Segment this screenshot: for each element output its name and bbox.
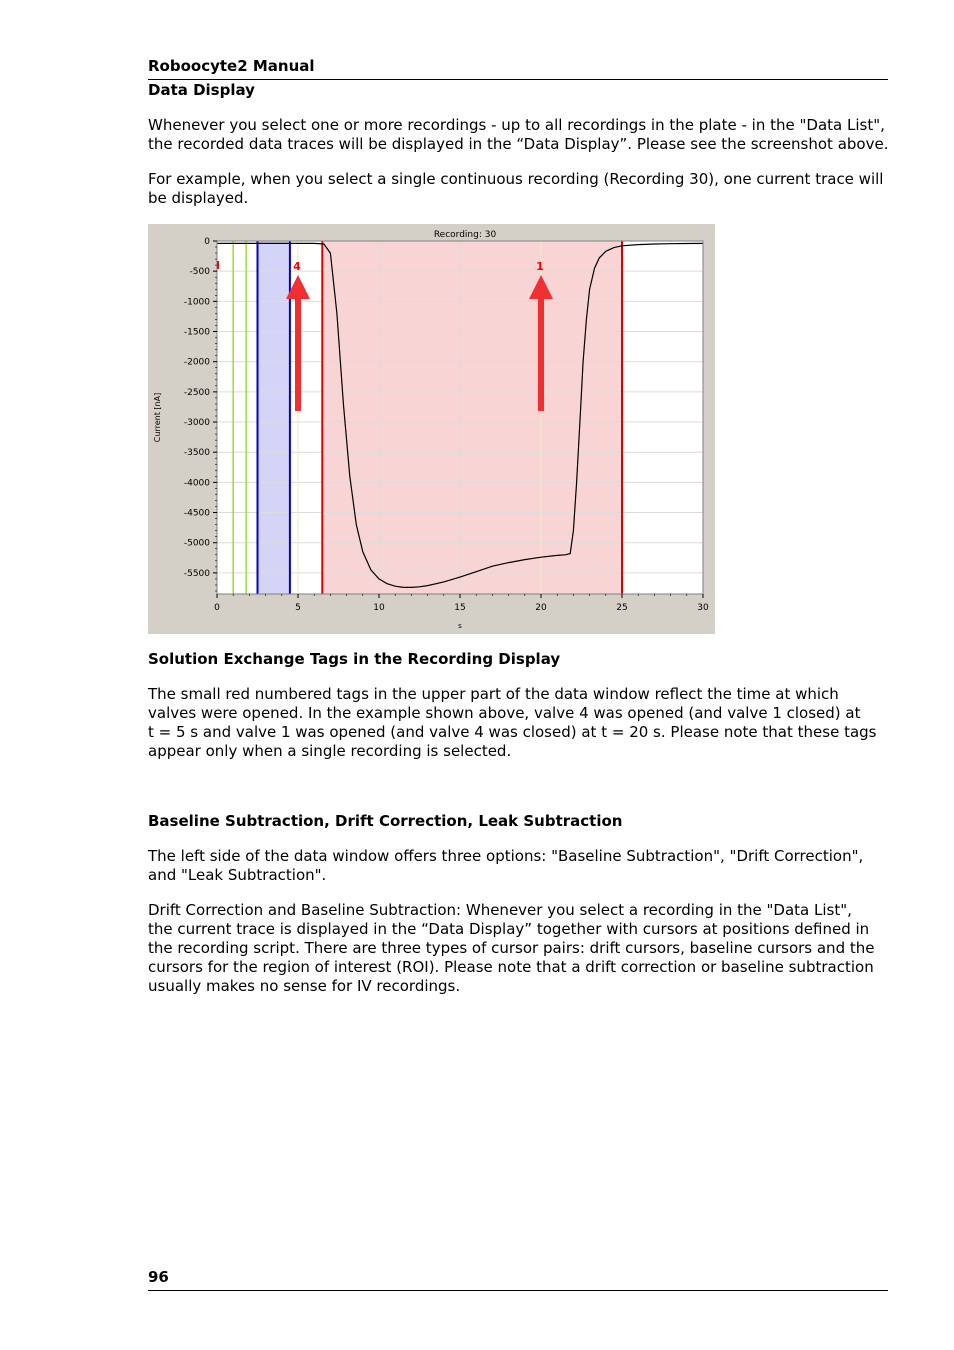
paragraph-data-display-2 <box>148 170 888 208</box>
y-tick-label: -500 <box>189 267 210 278</box>
text-line: Drift Correction and Baseline Subtraction: Whenever you select a recording in the "Data List", <box>148 901 852 919</box>
text-line: usually makes no sense for IV recordings. <box>148 977 461 995</box>
text-line: and "Leak Subtraction". <box>148 866 327 884</box>
text-line: cursors for the region of interest (ROI). Please note that a drift correction or baseline subtraction <box>148 958 874 976</box>
paragraph-solution-tags <box>148 685 888 761</box>
y-tick-label: -4500 <box>183 508 210 519</box>
x-axis-label: s <box>458 622 462 630</box>
region-band <box>322 241 622 594</box>
chart-title: Recording: 30 <box>433 230 497 240</box>
y-tick-label: -2500 <box>183 387 210 398</box>
text-line: Whenever you select one or more recordings - up to all recordings in the plate - in the "Data List", <box>148 116 885 134</box>
y-tick-label: -2000 <box>183 357 210 368</box>
valve-tag-label: 1 <box>536 260 544 273</box>
y-tick-label: -1000 <box>183 297 210 308</box>
y-tick-label: -4000 <box>183 478 210 489</box>
y-tick-label: -5000 <box>183 538 210 549</box>
y-tick-label: -1500 <box>183 327 210 338</box>
valve-tag-mark <box>217 261 219 269</box>
recording-chart <box>148 224 715 634</box>
manual-title: Roboocyte2 Manual <box>148 57 315 75</box>
annotation-arrow-shaft <box>295 293 301 411</box>
text-line: the recorded data traces will be displayed in the “Data Display”. Please see the screenshot above. <box>148 135 889 153</box>
heading-data-display: Data Display <box>148 81 255 99</box>
heading-baseline: Baseline Subtraction, Drift Correction, Leak Subtraction <box>148 812 623 830</box>
annotation-arrow-shaft <box>538 293 544 411</box>
y-tick-label: -5500 <box>183 568 210 579</box>
x-tick-label: 10 <box>373 603 385 613</box>
text-line: the recording script. There are three types of cursor pairs: drift cursors, baseline cursors and the <box>148 939 875 957</box>
x-tick-label: 15 <box>454 603 466 613</box>
text-line: The small red numbered tags in the upper part of the data window reflect the time at which <box>148 685 839 703</box>
y-tick-label: -3000 <box>183 418 210 429</box>
text-line: For example, when you select a single continuous recording (Recording 30), one current trace will <box>148 170 884 188</box>
text-line: valves were opened. In the example shown above, valve 4 was opened (and valve 1 closed) at <box>148 704 861 722</box>
text-line: t = 5 s and valve 1 was opened (and valve 4 was closed) at t = 20 s. Please note that these tags <box>148 723 877 741</box>
x-tick-label: 5 <box>295 603 301 613</box>
footer-rule <box>148 1290 888 1291</box>
paragraph-baseline-2 <box>148 901 888 996</box>
text-line: the current trace is displayed in the “Data Display” together with cursors at positions defined in <box>148 920 870 938</box>
x-tick-label: 20 <box>535 603 547 613</box>
paragraph-data-display-1 <box>148 116 888 154</box>
page-number: 96 <box>148 1268 169 1286</box>
x-tick-label: 0 <box>214 603 220 613</box>
y-tick-label: -3500 <box>183 448 210 459</box>
y-tick-label: 0 <box>204 237 210 247</box>
region-band <box>258 241 290 594</box>
x-tick-label: 25 <box>616 603 628 613</box>
text-line: The left side of the data window offers three options: "Baseline Subtraction", "Drift Correction", <box>148 847 864 865</box>
heading-solution-tags: Solution Exchange Tags in the Recording Display <box>148 650 561 668</box>
y-axis-label: Current [nA] <box>153 392 162 443</box>
text-line: appear only when a single recording is selected. <box>148 742 512 760</box>
recording-chart-screenshot <box>148 224 715 634</box>
text-line: be displayed. <box>148 189 249 207</box>
valve-tag-label: 4 <box>293 260 301 273</box>
header-rule <box>148 79 888 80</box>
paragraph-baseline-1 <box>148 847 888 885</box>
x-tick-label: 30 <box>697 603 709 613</box>
